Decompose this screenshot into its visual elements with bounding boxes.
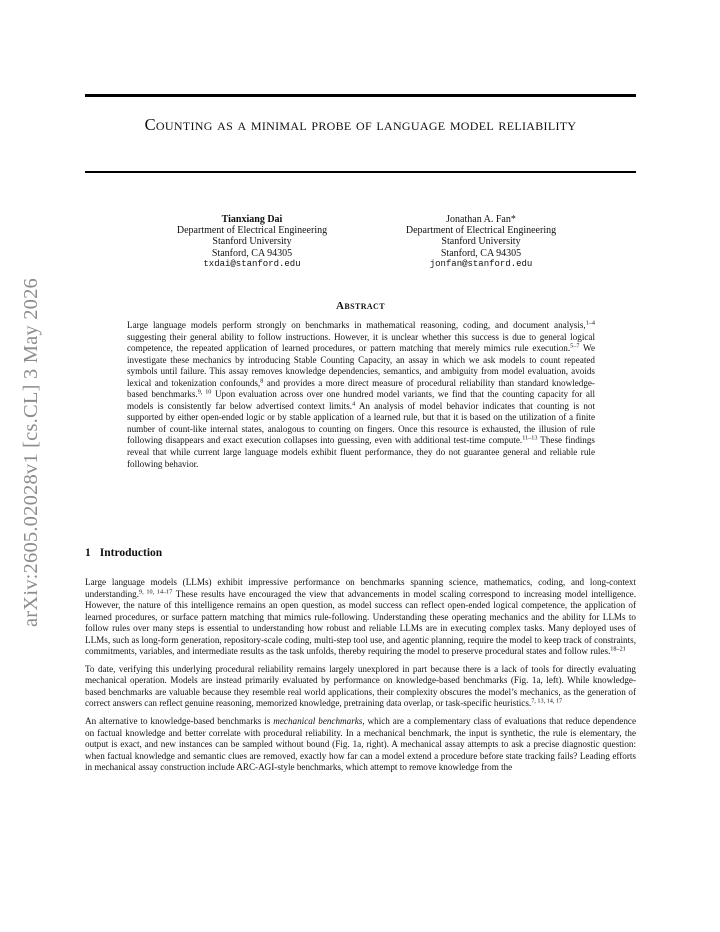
citation-superscript: 7, 13, 14, 17: [531, 697, 563, 705]
paragraph: [85, 577, 636, 658]
author-2: [374, 214, 588, 270]
text-run: An alternative to knowledge-based benchmarks is: [85, 716, 274, 727]
section-title: Introduction: [99, 547, 163, 559]
abstract-body: [127, 320, 595, 470]
author-department: Department of Electrical Engineering: [405, 225, 557, 237]
text-run: To date, verifying this underlying procedural reliability remains largely unexplored in part because there is a lack of tools for directly evaluating mechanical operation. Models are instead primarily evaluated by performance on knowledge-based benchmarks (Fig. 1a, left). While knowledge-based benchmarks are valuable because they resemble real world applications, their complexity obscures the model’s mechanics, as the generation of correct answers can reflect genuine reasoning, memorized knowledge, pretraining data overlap, or task-specific heuristics.: [85, 663, 636, 709]
abstract-heading: Abstract: [336, 300, 385, 312]
text-run: We investigate these mechanics by introducing Stable Counting Capacity, an assay in which we ask models to count repeated symbols until failure. This assay removes knowledge dependencies, semantics, and ambiguity from model evaluation, avoids lexical and tokenization confounds,: [127, 343, 595, 388]
author-email[interactable]: txdai@stanford.edu: [203, 258, 301, 269]
text-run: An analysis of model behavior indicates that counting is not supported by either open-ended logic or by stable application of a learned rule, but that it is based on the utilization of a finite number of count-like internal states, analogous to counting on fingers. Once this resource is exhausted, the illusion of rule following disappears and exact execution collapses into guessing, even with additional test-time compute.: [127, 400, 595, 446]
author-email[interactable]: jonfan@stanford.edu: [429, 258, 533, 269]
citation-superscript: 18–21: [610, 645, 626, 653]
author-1: [162, 214, 342, 270]
author-department: Department of Electrical Engineering: [176, 225, 328, 237]
citation-superscript: 5–7: [570, 342, 580, 350]
author-name: Tianxiang Dai: [221, 214, 283, 225]
citation-superscript: 9, 10, 14–17: [138, 588, 173, 596]
text-run: These findings reveal that while current large language models exhibit fluent performance, they do not guarantee general and reliable rule following behavior.: [127, 435, 595, 469]
author-university: Stanford University: [212, 236, 292, 248]
title-top-rule: [85, 94, 636, 97]
citation-superscript: 11–13: [522, 434, 538, 442]
text-run: Large language models (LLMs) exhibit impressive performance on benchmarks spanning science, mathematics, coding, and long-context understanding.: [85, 577, 636, 599]
emphasis-text: mechanical benchmarks: [273, 716, 363, 727]
author-block: [0, 214, 720, 284]
author-university: Stanford University: [441, 236, 521, 248]
arxiv-identifier: [12, 262, 52, 642]
author-name: Jonathan A. Fan*: [446, 214, 516, 225]
paragraph: [85, 716, 636, 774]
introduction-body: [85, 577, 636, 780]
text-run: These results have encouraged the view that advancements in model scaling correspond to increasing model intelligence. However, the nature of this intelligence remains an open question, as model success can reflect open-ended logical competence, the application of learned procedures, or surface pattern matching that mimics rule-following. Understanding these operating mechanics and the ability for LLMs to follow rules over many steps is essential to understanding how robust and reliable LLMs are in executing complex tasks. Many deployed uses of LLMs, such as long-form generation, repository-scale coding, multi-step tool use, and agentic planning, require the model to keep track of constraints, commitments, variables, and intermediate results as the task unfolds, thereby requiring the model to preserve procedural states and follow rules.: [85, 588, 636, 657]
citation-superscript: 9, 10: [197, 388, 212, 396]
paragraph: [85, 664, 636, 710]
arxiv-identifier-text: arXiv:2605.02028v1 [cs.CL] 3 May 2026: [20, 277, 43, 627]
citation-superscript: 1–4: [585, 319, 595, 327]
citation-superscript: 8: [260, 377, 264, 385]
paper-title: Counting as a minimal probe of language model reliability: [144, 115, 577, 134]
section-heading: [85, 547, 162, 559]
text-run: Upon evaluation across over one hundred model variants, we find that the counting capacity for all models is consistently far below advertised context limits.: [127, 389, 595, 411]
section-number: 1: [85, 547, 91, 559]
author-location: Stanford, CA 94305: [440, 247, 522, 259]
text-run: and provides a more direct measure of procedural reliability than standard knowledge-based benchmarks.: [127, 377, 595, 400]
text-run: suggesting their general ability to follow instructions. However, it is unclear whether this success is due to general logical competence, the repeated application of learned procedures, or pattern matching that merely mimics rule execution.: [127, 331, 595, 354]
author-location: Stanford, CA 94305: [211, 247, 293, 259]
citation-superscript: 4: [352, 400, 356, 408]
text-run: Large language models perform strongly on benchmarks in mathematical reasoning, coding, and document analysis,: [127, 320, 586, 330]
text-run: , which are a complementary class of evaluations that reduce dependence on factual knowledge and better correlate with procedural reliability. In a mechanical benchmark, the input is synthetic, the rule is elementary, the output is exact, and new instances can be sampled without bound (Fig. 1a, right). A mechanical assay attempts to ask a precise diagnostic question: when factual knowledge and semantic clues are removed, exactly how far can a model extend a procedure before state tracking fails? Leading efforts in mechanical assay construction include ARC-AGI-style benchmarks, which attempt to remove knowledge from the: [85, 716, 636, 773]
title-bottom-rule: [85, 171, 636, 173]
